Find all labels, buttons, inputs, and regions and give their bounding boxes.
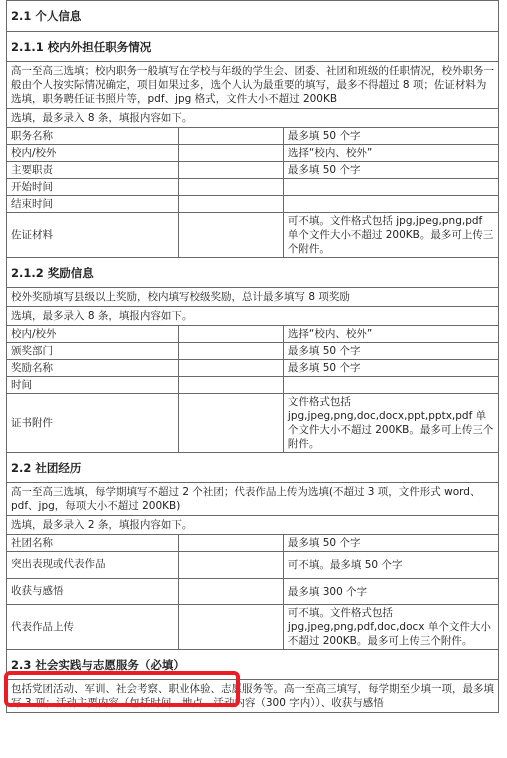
section-2-2-note: 选填，最多录入 2 条，填报内容如下。 [7, 516, 499, 535]
field-desc [283, 196, 498, 213]
field-label: 时间 [7, 377, 179, 394]
table-row [7, 128, 499, 145]
field-label: 校内/校外 [7, 145, 179, 162]
field-desc [283, 179, 498, 196]
field-label: 代表作品上传 [7, 605, 179, 650]
table-row [7, 145, 499, 162]
field-label: 结束时间 [7, 196, 179, 213]
field-desc: 选择“校内、校外” [283, 326, 498, 343]
field-desc: 最多填 50 个字 [283, 343, 498, 360]
table-row [7, 552, 499, 579]
field-label: 奖励名称 [7, 360, 179, 377]
table-row [7, 326, 499, 343]
field-label: 职务名称 [7, 128, 179, 145]
table-row [7, 213, 499, 258]
field-desc: 可不填。文件格式包括 jpg,jpeg,png,pdf,doc,docx 单个文件大小不超过 200KB。最多可上传三个附件。 [283, 605, 498, 650]
section-2-3-heading: 2.3 社会实践与志愿服务（必填） [7, 650, 499, 680]
field-label: 颁奖部门 [7, 343, 179, 360]
section-2-1-1-heading: 2.1.1 校内外担任职务情况 [7, 32, 499, 62]
field-desc: 最多填 300 个字 [283, 579, 498, 605]
section-2-1-2-intro: 校外奖励填写县级以上奖励，校内填写校级奖励，总计最多填写 8 项奖励 [7, 288, 499, 307]
table-row [7, 179, 499, 196]
profile-requirements-table [6, 0, 499, 713]
field-desc: 最多填 50 个字 [283, 128, 498, 145]
table-row [7, 343, 499, 360]
field-desc: 选择“校内、校外” [283, 145, 498, 162]
field-desc: 可不填。文件格式包括 jpg,jpeg,png,pdf 单个文件大小不超过 200KB。最多可上传三个附件。 [283, 213, 498, 258]
document-page [6, 0, 499, 713]
field-label: 校内/校外 [7, 326, 179, 343]
field-label: 突出表现或代表作品 [7, 552, 179, 579]
table-row [7, 394, 499, 453]
section-2-1-1-intro: 高一至高三选填；校内职务一般填写在学校与年级的学生会、团委、社团和班级的任职情况，校外职务一般由个人按实际情况确定，项目如果过多，选个人认为最重要的填写，最多不得超过 8 项；佐证材料为选填，职务聘任证书照片等，pdf、jpg 格式，文件大小不超过 200KB [7, 62, 499, 109]
section-2-1-heading: 2.1 个人信息 [7, 1, 499, 32]
table-row [7, 162, 499, 179]
table-row [7, 360, 499, 377]
field-label: 证书附件 [7, 394, 179, 453]
table-row [7, 605, 499, 650]
field-label: 开始时间 [7, 179, 179, 196]
table-row [7, 535, 499, 552]
section-2-2-intro: 高一至高三选填，每学期填写不超过 2 个社团；代表作品上传为选填(不超过 3 项，文件形式 word、pdf、jpg，每项大小不超过 200KB) [7, 483, 499, 516]
field-desc: 最多填 50 个字 [283, 162, 498, 179]
field-label: 主要职责 [7, 162, 179, 179]
field-desc [283, 377, 498, 394]
field-desc: 最多填 50 个字 [283, 360, 498, 377]
table-row [7, 579, 499, 605]
section-2-1-2-heading: 2.1.2 奖励信息 [7, 258, 499, 288]
field-desc: 文件格式包括 jpg,jpeg,png,doc,docx,ppt,pptx,pdf 单个文件大小不超过 200KB。最多可上传三个附件。 [283, 394, 498, 453]
section-2-1-1-note: 选填，最多录入 8 条，填报内容如下。 [7, 109, 499, 128]
table-row [7, 196, 499, 213]
field-desc: 可不填。最多填 50 个字 [283, 552, 498, 579]
field-label: 佐证材料 [7, 213, 179, 258]
section-2-3-intro: 包括党团活动、军训、社会考察、职业体验、志愿服务等。高一至高三填写，每学期至少填一项，最多填写 3 项；活动主要内容（包括时间、地点、活动内容（300 字内））、收获与感悟 [7, 680, 499, 713]
field-label: 收获与感悟 [7, 579, 179, 605]
section-2-1-2-note: 选填，最多录入 8 条，填报内容如下。 [7, 307, 499, 326]
field-desc: 最多填 50 个字 [283, 535, 498, 552]
section-2-2-heading: 2.2 社团经历 [7, 453, 499, 483]
table-row [7, 377, 499, 394]
field-label: 社团名称 [7, 535, 179, 552]
